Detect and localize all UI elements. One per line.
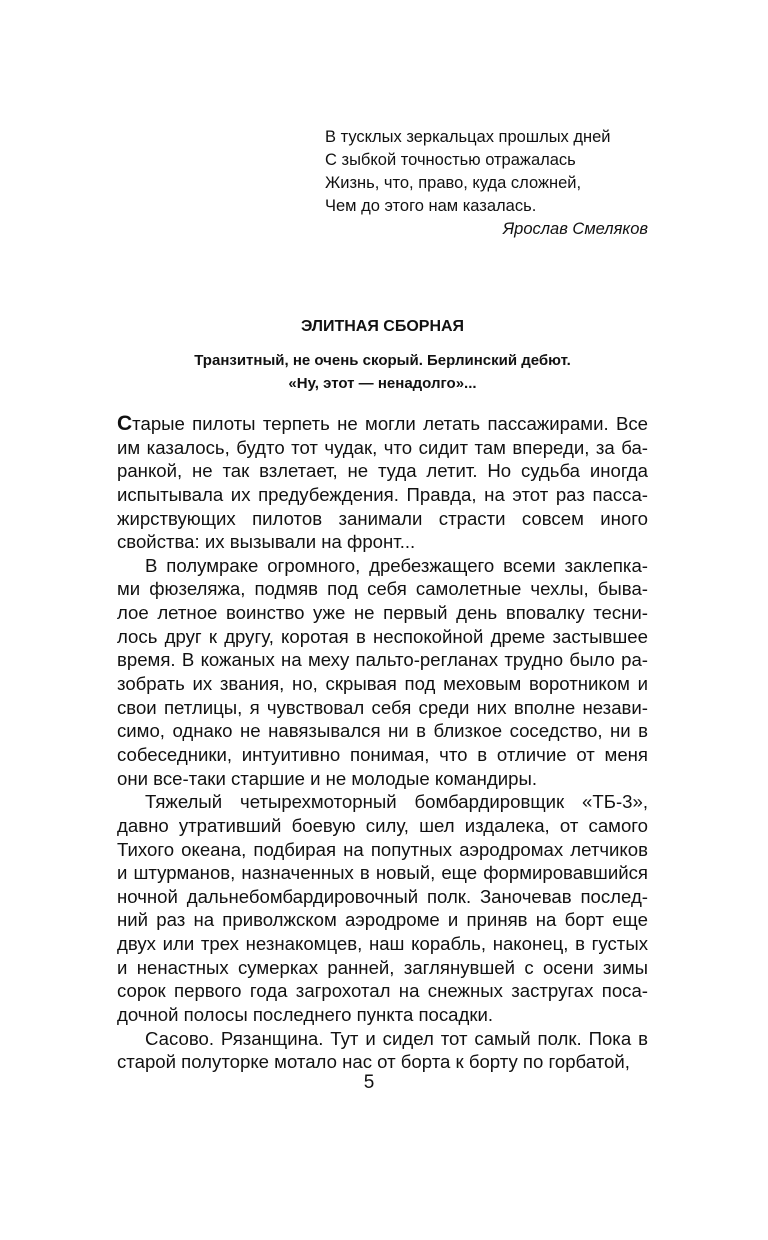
text-line-rest: тарые пилоты терпеть не могли летать пассажирами. Все <box>132 413 648 434</box>
page-number: 5 <box>363 1072 375 1093</box>
epigraph <box>325 126 648 241</box>
text-line: им казалось, будто тот чудак, что сидит там впереди, за ба- <box>117 436 648 458</box>
text-line: свойства: их вызывали на фронт... <box>117 531 416 553</box>
text-line: лось друг к другу, коротая в неспокойной дреме застывшее <box>117 625 648 647</box>
text-line: Тяжелый четырехмоторный бомбардировщик «ТБ-3», <box>145 791 648 813</box>
epigraph-line: В тусклых зеркальцах прошлых дней <box>325 128 611 146</box>
text-line: и ненастных сумерках ранней, заглянувшей с осени зимы <box>117 956 648 978</box>
text-line: зобрать их звания, но, скрывая под меховым воротником и <box>117 673 648 695</box>
text-line: собеседники, интуитивно понимая, что в отличие от меня <box>117 743 648 765</box>
epigraph-line: С зыбкой точностью отражалась <box>325 151 576 169</box>
subtitle-line: «Ну, этот — ненадолго»... <box>288 375 477 392</box>
text-line: двух или трех незнакомцев, наш корабль, наконец, в густых <box>117 933 648 955</box>
text-line: жирствующих пилотов занимали страсти совсем иного <box>117 507 648 529</box>
drop-cap: С <box>117 412 133 435</box>
body-text <box>117 412 648 1074</box>
text-line: испытывала их предубеждения. Правда, на этот раз пасса- <box>117 483 648 505</box>
text-line: старой полуторке мотало нас от борта к борту по горбатой, <box>117 1051 630 1073</box>
epigraph-line: Жизнь, что, право, куда сложней, <box>325 174 582 192</box>
text-line: ми фюзеляжа, подмяв под себя самолетные чехлы, быва- <box>117 578 648 600</box>
text-line: дочной полосы последнего пункта посадки. <box>117 1004 494 1026</box>
text-line: ний раз на приволжском аэродроме и приняв на борт еще <box>117 909 648 931</box>
text-line <box>117 412 648 436</box>
text-line: и штурманов, назначенных в новый, еще формировавшийся <box>117 862 648 884</box>
epigraph-line: Чем до этого нам казалась. <box>325 197 537 215</box>
text-line: свои петлицы, я чувствовал себя среди них вполне незави- <box>117 696 648 718</box>
text-line: лое летное воинство уже не первый день вповалку тесни- <box>117 602 648 624</box>
text-line: В полумраке огромного, дребезжащего всеми заклепка- <box>145 554 648 576</box>
text-line: Тихого океана, подбирая на попутных аэродромах летчиков <box>117 838 648 860</box>
text-line: ранкой, не так взлетает, не туда летит. Но судьба иногда <box>117 460 648 482</box>
text-line: ночной дальнебомбардировочный полк. Заночевав послед- <box>117 885 648 907</box>
chapter-title: ЭЛИТНАЯ СБОРНАЯ <box>300 318 465 335</box>
chapter-subtitle <box>117 349 648 395</box>
subtitle-line: Транзитный, не очень скорый. Берлинский дебют. <box>194 352 571 369</box>
epigraph-author: Ярослав Смеляков <box>502 220 648 238</box>
text-line: они все-таки старшие и не молодые командиры. <box>117 767 538 789</box>
text-line: давно утративший боевую силу, шел издалека, от самого <box>117 814 648 836</box>
text-line: Сасово. Рязанщина. Тут и сидел тот самый полк. Пока в <box>145 1027 648 1049</box>
text-line: время. В кожаных на меху пальто-регланах трудно было ра- <box>117 649 648 671</box>
text-line: симо, однако не навязывался ни в близкое соседство, ни в <box>117 720 648 742</box>
text-line: сорок первого года загрохотал на снежных застругах поса- <box>117 980 648 1002</box>
